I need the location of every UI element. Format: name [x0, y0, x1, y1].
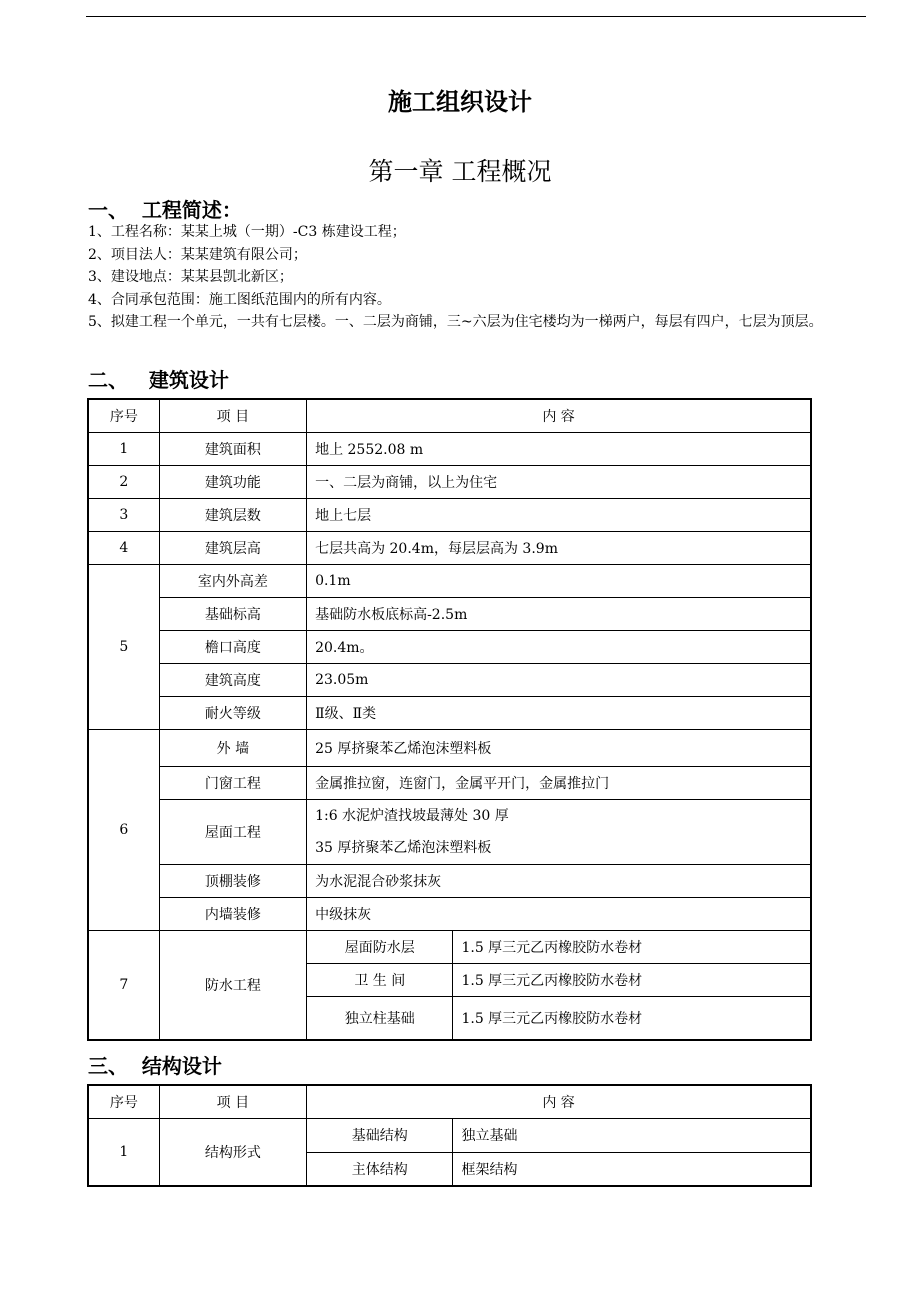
- row-subitem: 卫 生 间: [307, 963, 453, 996]
- header-content: 内 容: [307, 399, 811, 432]
- row-content: 金属推拉窗，连窗门，金属平开门，金属推拉门: [307, 766, 811, 799]
- row-no: 7: [88, 930, 159, 1040]
- row-subitem: 主体结构: [307, 1152, 453, 1186]
- table-row: [88, 597, 811, 630]
- table-row: [88, 498, 811, 531]
- row-item: 建筑面积: [159, 432, 306, 465]
- row-item: 门窗工程: [159, 766, 306, 799]
- table-header-row: [88, 1085, 811, 1118]
- row-no: 2: [88, 465, 159, 498]
- row-content: 独立基础: [453, 1118, 811, 1152]
- header-content: 内 容: [307, 1085, 811, 1118]
- table-row: [88, 930, 811, 963]
- header-rule: [86, 16, 866, 17]
- row-item: 屋面工程: [159, 799, 306, 864]
- row-no: 5: [88, 564, 159, 729]
- row-content: 中级抹灰: [307, 897, 811, 930]
- header-no: 序号: [88, 399, 159, 432]
- row-content: 为水泥混合砂浆抹灰: [307, 864, 811, 897]
- row-content: 0.1m: [307, 564, 811, 597]
- row-no: 3: [88, 498, 159, 531]
- table-header-row: [88, 399, 811, 432]
- content-line: 1:6 水泥炉渣找坡最薄处 30 厚: [315, 807, 509, 824]
- header-item: 项 目: [159, 399, 306, 432]
- row-subitem: 独立柱基础: [307, 996, 453, 1040]
- section-heading-overview: 一、 工程简述：: [88, 198, 242, 222]
- row-content: 1.5 厚三元乙丙橡胶防水卷材: [453, 930, 811, 963]
- row-content: Ⅱ级、Ⅱ类: [307, 696, 811, 729]
- table-row: [88, 864, 811, 897]
- row-content: 框架结构: [453, 1152, 811, 1186]
- document-title: 施工组织设计: [388, 88, 532, 116]
- table-row: [88, 564, 811, 597]
- section-heading-structure: 三、 结构设计: [88, 1054, 222, 1078]
- row-content-multiline: [307, 799, 811, 864]
- overview-line-4: 4、合同承包范围：施工图纸范围内的所有内容。: [88, 291, 391, 308]
- table-row: [88, 663, 811, 696]
- table-row: [88, 432, 811, 465]
- table-row: [88, 897, 811, 930]
- overview-line-5: 5、拟建工程一个单元，一共有七层楼。一、二层为商铺，三~六层为住宅楼均为一梯两户，每层有四户，七层为顶层。: [88, 314, 823, 330]
- overview-line-3: 3、建设地点：某某县凯北新区；: [88, 269, 293, 285]
- content-line: 35 厚挤聚苯乙烯泡沫塑料板: [315, 839, 492, 856]
- row-item: 建筑高度: [159, 663, 306, 696]
- section-heading-architecture: 二、 建筑设计: [88, 368, 229, 392]
- row-content: 1.5 厚三元乙丙橡胶防水卷材: [453, 963, 811, 996]
- overview-line-2: 2、项目法人：某某建筑有限公司；: [88, 246, 307, 263]
- row-content: 地上 2552.08 m: [307, 432, 811, 465]
- table-row: [88, 630, 811, 663]
- row-no: 1: [88, 1118, 159, 1186]
- table-row: [88, 766, 811, 799]
- overview-line-1: 1、工程名称：某某上城（一期）-C3 栋建设工程；: [88, 224, 406, 240]
- row-content: 20.4m。: [307, 630, 811, 663]
- row-item: 防水工程: [159, 930, 306, 1040]
- row-item: 建筑层数: [159, 498, 306, 531]
- row-content: 一、二层为商铺，以上为住宅: [307, 465, 811, 498]
- row-item: 耐火等级: [159, 696, 306, 729]
- row-subitem: 屋面防水层: [307, 930, 453, 963]
- table-row: [88, 465, 811, 498]
- row-subitem: 基础结构: [307, 1118, 453, 1152]
- overview-paragraphs: [88, 221, 868, 334]
- row-no: 6: [88, 729, 159, 930]
- row-item: 顶棚装修: [159, 864, 306, 897]
- row-item: 基础标高: [159, 597, 306, 630]
- row-no: 1: [88, 432, 159, 465]
- row-content: 七层共高为 20.4m，每层层高为 3.9m: [307, 531, 811, 564]
- architecture-design-table: [87, 398, 812, 1041]
- row-item: 建筑功能: [159, 465, 306, 498]
- header-item: 项 目: [159, 1085, 306, 1118]
- row-item: 结构形式: [159, 1118, 306, 1186]
- row-item: 内墙装修: [159, 897, 306, 930]
- row-item: 建筑层高: [159, 531, 306, 564]
- row-content: 地上七层: [307, 498, 811, 531]
- table-row: [88, 799, 811, 864]
- row-item: 外 墙: [159, 729, 306, 766]
- table-row: [88, 531, 811, 564]
- row-content: 1.5 厚三元乙丙橡胶防水卷材: [453, 996, 811, 1040]
- table-row: [88, 696, 811, 729]
- structure-design-table: [87, 1084, 812, 1187]
- row-content: 25 厚挤聚苯乙烯泡沫塑料板: [307, 729, 811, 766]
- row-item: 室内外高差: [159, 564, 306, 597]
- table-row: [88, 729, 811, 766]
- row-no: 4: [88, 531, 159, 564]
- header-no: 序号: [88, 1085, 159, 1118]
- table-row: [88, 1118, 811, 1152]
- chapter-title: 第一章 工程概况: [368, 157, 552, 186]
- row-content: 23.05m: [307, 663, 811, 696]
- row-content: 基础防水板底标高-2.5m: [307, 597, 811, 630]
- row-item: 檐口高度: [159, 630, 306, 663]
